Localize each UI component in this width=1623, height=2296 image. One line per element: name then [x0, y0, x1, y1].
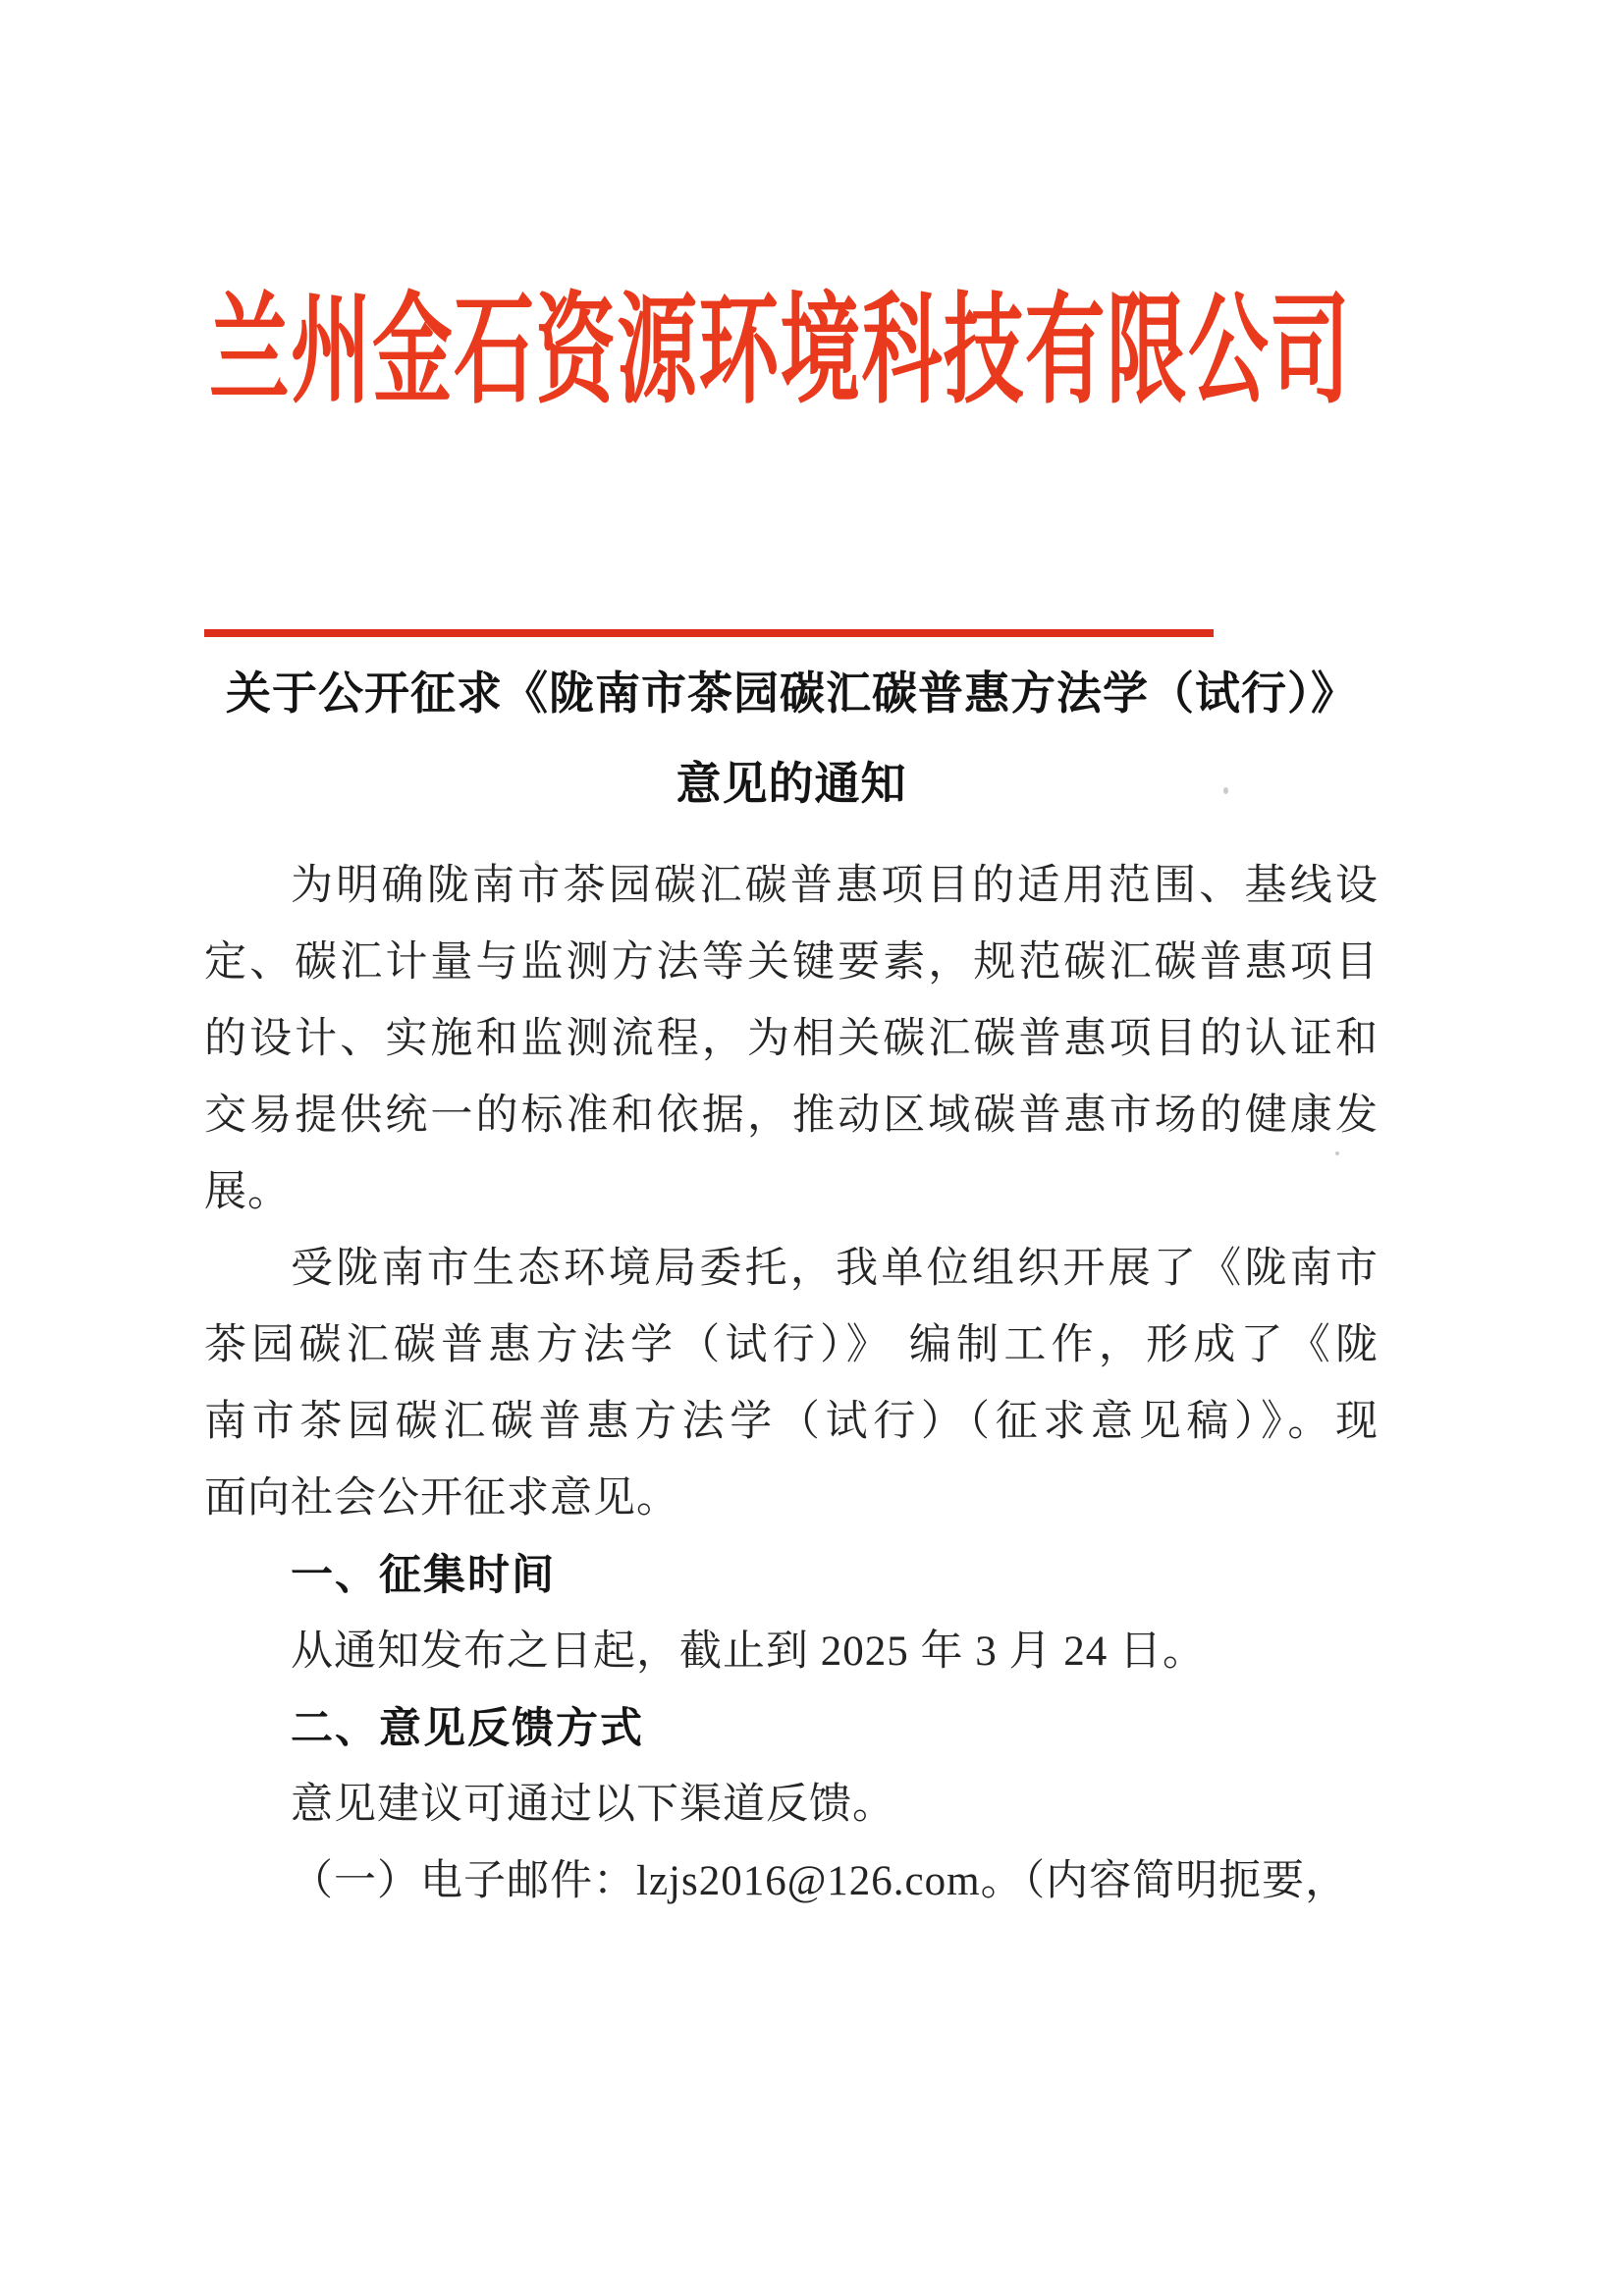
notice-paragraphs — [204, 848, 1379, 1920]
scan-speck — [535, 860, 539, 865]
body-line: 的设计、实施和监测流程，为相关碳汇碳普惠项目的认证和 — [204, 1016, 1379, 1062]
body-line: 面向社会公开征求意见。 — [204, 1475, 679, 1522]
body-line: 茶园碳汇碳普惠方法学（试行）》 编制工作，形成了《陇 — [204, 1322, 1379, 1368]
notice-title-line-2: 意见的通知 — [676, 759, 907, 809]
body-line: 展。 — [204, 1169, 291, 1215]
body-line: 南市茶园碳汇碳普惠方法学（试行）（征求意见稿）》。现 — [204, 1399, 1379, 1445]
scan-speck — [1335, 1151, 1339, 1155]
scan-speck — [1223, 787, 1228, 794]
section-heading-1: 一、征集时间 — [291, 1552, 556, 1599]
section-heading-2: 二、意见反馈方式 — [291, 1705, 644, 1752]
body-line: 从通知发布之日起，截止到 2025 年 3 月 24 日。 — [291, 1629, 1206, 1675]
letterhead-company-name: 兰州金石资源环境科技有限公司 — [209, 286, 1352, 418]
notice-body — [204, 652, 1379, 1920]
body-line: （一）电子邮件：lzjs2016@126.com。（内容简明扼要， — [291, 1858, 1349, 1904]
body-line: 为明确陇南市茶园碳汇碳普惠项目的适用范围、基线设 — [291, 863, 1379, 909]
notice-title-line-1: 关于公开征求《陇南市茶园碳汇碳普惠方法学（试行）》 — [226, 668, 1357, 719]
body-line: 定、碳汇计量与监测方法等关键要素，规范碳汇碳普惠项目 — [204, 939, 1379, 986]
body-line: 受陇南市生态环境局委托，我单位组织开展了《陇南市 — [291, 1246, 1379, 1292]
body-line: 意见建议可通过以下渠道反馈。 — [291, 1782, 895, 1828]
red-divider-line — [204, 629, 1214, 637]
body-line: 交易提供统一的标准和依据，推动区域碳普惠市场的健康发 — [204, 1093, 1379, 1139]
